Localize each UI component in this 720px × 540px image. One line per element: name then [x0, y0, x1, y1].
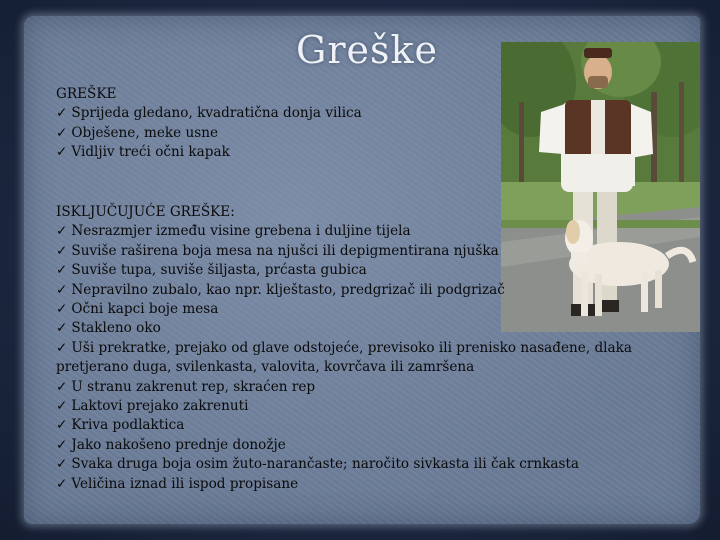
check-icon: ✓: [56, 456, 68, 473]
check-icon: ✓: [56, 124, 68, 141]
faults-heading: GREŠKE: [56, 86, 117, 102]
disqualifying-item: ✓ Očni kapci boje mesa: [56, 301, 219, 318]
disqualifying-item: ✓ Uši prekratke, prejako od glave odstojeće, previsoko ili prenisko nasađene, dlaka pretjerano duga, svilenkasta, valovita, kovrčava ili zamršena: [56, 339, 632, 376]
check-icon: ✓: [56, 320, 68, 337]
disqualifying-item: ✓ Nepravilno zubalo, kao npr. klještasto, predgrizač ili podgrizač: [56, 281, 505, 298]
disqualifying-section: [56, 203, 656, 494]
disqualifying-item: ✓ Veličina iznad ili ispod propisane: [56, 475, 299, 492]
disqualifying-item: ✓ Kriva podlaktica: [56, 417, 185, 434]
faults-item: ✓ Sprijeda gledano, kvadratična donja vilica: [56, 105, 362, 122]
disqualifying-item: ✓ Laktovi prejako zakrenuti: [56, 398, 249, 415]
check-icon: ✓: [56, 105, 68, 122]
check-icon: ✓: [56, 262, 68, 279]
faults-item: ✓ Vidljiv treći očni kapak: [56, 144, 230, 161]
disqualifying-item: ✓ Suviše raširena boja mesa na njušci ili depigmentirana njuška: [56, 242, 499, 259]
slide-title: Greške: [295, 28, 439, 72]
check-icon: ✓: [56, 398, 68, 415]
check-icon: ✓: [56, 144, 68, 161]
disqualifying-item: ✓ Jako nakošeno prednje donožje: [56, 436, 286, 453]
check-icon: ✓: [56, 475, 68, 492]
check-icon: ✓: [56, 378, 68, 395]
check-icon: ✓: [56, 223, 68, 240]
check-icon: ✓: [56, 281, 68, 298]
disqualifying-item: ✓ Nesrazmjer između visine grebena i duljine tijela: [56, 223, 411, 240]
disqualifying-item: ✓ Svaka druga boja osim žuto-narančaste; naročito sivkasta ili čak crnkasta: [56, 456, 580, 473]
check-icon: ✓: [56, 301, 68, 318]
check-icon: ✓: [56, 417, 68, 434]
faults-item: ✓ Obješene, meke usne: [56, 124, 219, 141]
check-icon: ✓: [56, 339, 68, 356]
check-icon: ✓: [56, 436, 68, 453]
faults-section: [56, 85, 656, 163]
check-icon: ✓: [56, 242, 68, 259]
disqualifying-heading: ISKLJUČUJUĆE GREŠKE:: [56, 204, 235, 220]
disqualifying-item: ✓ U stranu zakrenut rep, skraćen rep: [56, 378, 316, 395]
disqualifying-item: ✓ Stakleno oko: [56, 320, 161, 337]
disqualifying-item: ✓ Suviše tupa, suviše šiljasta, prćasta gubica: [56, 262, 367, 279]
